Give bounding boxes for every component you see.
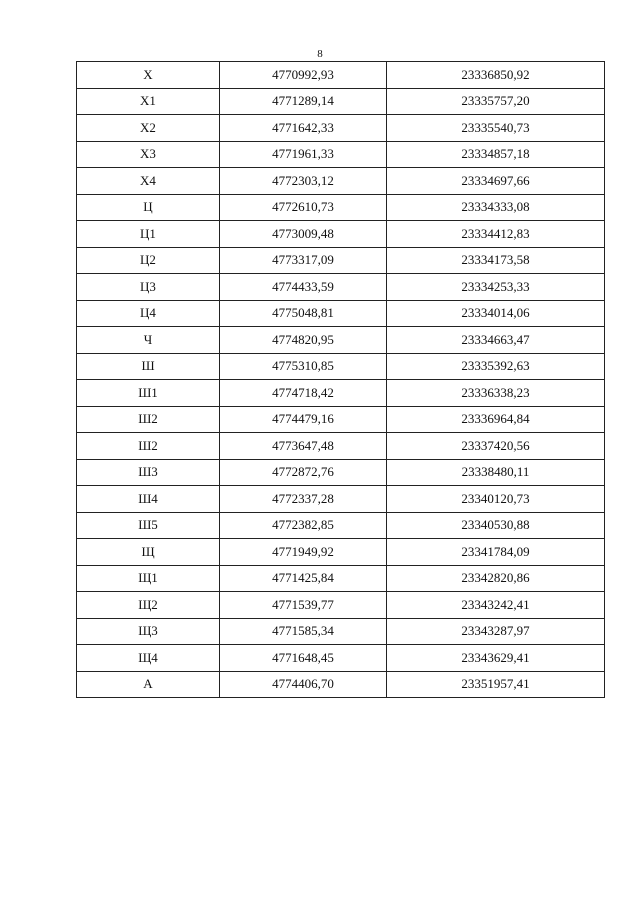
- table-row: [77, 327, 605, 354]
- table-row: [77, 618, 605, 645]
- x-coordinate-cell: 4773009,48: [220, 221, 387, 248]
- y-coordinate-cell: 23334014,06: [387, 300, 605, 327]
- y-coordinate-cell: 23343242,41: [387, 592, 605, 619]
- y-coordinate-cell: 23341784,09: [387, 539, 605, 566]
- x-coordinate-cell: 4771289,14: [220, 88, 387, 115]
- y-coordinate-cell: 23334173,58: [387, 247, 605, 274]
- y-coordinate-cell: 23343287,97: [387, 618, 605, 645]
- x-coordinate-cell: 4774479,16: [220, 406, 387, 433]
- point-label-cell: Щ2: [77, 592, 220, 619]
- x-coordinate-cell: 4774820,95: [220, 327, 387, 354]
- x-coordinate-cell: 4770992,93: [220, 62, 387, 89]
- coordinates-table-body: [77, 62, 605, 698]
- table-row: [77, 141, 605, 168]
- point-label-cell: Ш1: [77, 380, 220, 407]
- x-coordinate-cell: 4775048,81: [220, 300, 387, 327]
- table-row: [77, 274, 605, 301]
- table-row: [77, 247, 605, 274]
- y-coordinate-cell: 23335757,20: [387, 88, 605, 115]
- coordinates-table: [76, 61, 605, 698]
- y-coordinate-cell: 23334857,18: [387, 141, 605, 168]
- table-row: [77, 406, 605, 433]
- y-coordinate-cell: 23340530,88: [387, 512, 605, 539]
- y-coordinate-cell: 23336964,84: [387, 406, 605, 433]
- table-row: [77, 671, 605, 698]
- x-coordinate-cell: 4773317,09: [220, 247, 387, 274]
- point-label-cell: Ц3: [77, 274, 220, 301]
- y-coordinate-cell: 23338480,11: [387, 459, 605, 486]
- x-coordinate-cell: 4772382,85: [220, 512, 387, 539]
- table-row: [77, 592, 605, 619]
- y-coordinate-cell: 23334333,08: [387, 194, 605, 221]
- point-label-cell: Ш2: [77, 433, 220, 460]
- point-label-cell: Х2: [77, 115, 220, 142]
- y-coordinate-cell: 23342820,86: [387, 565, 605, 592]
- point-label-cell: Х3: [77, 141, 220, 168]
- y-coordinate-cell: 23343629,41: [387, 645, 605, 672]
- y-coordinate-cell: 23334697,66: [387, 168, 605, 195]
- x-coordinate-cell: 4772303,12: [220, 168, 387, 195]
- point-label-cell: Щ1: [77, 565, 220, 592]
- point-label-cell: А: [77, 671, 220, 698]
- x-coordinate-cell: 4771949,92: [220, 539, 387, 566]
- y-coordinate-cell: 23334663,47: [387, 327, 605, 354]
- x-coordinate-cell: 4771585,34: [220, 618, 387, 645]
- x-coordinate-cell: 4774433,59: [220, 274, 387, 301]
- table-row: [77, 645, 605, 672]
- point-label-cell: Ш5: [77, 512, 220, 539]
- point-label-cell: Ш4: [77, 486, 220, 513]
- x-coordinate-cell: 4771425,84: [220, 565, 387, 592]
- table-row: [77, 380, 605, 407]
- x-coordinate-cell: 4774718,42: [220, 380, 387, 407]
- point-label-cell: Ц2: [77, 247, 220, 274]
- table-row: [77, 194, 605, 221]
- x-coordinate-cell: 4773647,48: [220, 433, 387, 460]
- y-coordinate-cell: 23340120,73: [387, 486, 605, 513]
- y-coordinate-cell: 23335392,63: [387, 353, 605, 380]
- point-label-cell: Щ4: [77, 645, 220, 672]
- point-label-cell: Щ: [77, 539, 220, 566]
- table-row: [77, 512, 605, 539]
- x-coordinate-cell: 4771642,33: [220, 115, 387, 142]
- point-label-cell: Х4: [77, 168, 220, 195]
- table-row: [77, 221, 605, 248]
- page-number: 8: [317, 48, 323, 60]
- x-coordinate-cell: 4774406,70: [220, 671, 387, 698]
- point-label-cell: Ц1: [77, 221, 220, 248]
- point-label-cell: Ш2: [77, 406, 220, 433]
- y-coordinate-cell: 23351957,41: [387, 671, 605, 698]
- table-row: [77, 88, 605, 115]
- point-label-cell: Ш3: [77, 459, 220, 486]
- point-label-cell: Х1: [77, 88, 220, 115]
- point-label-cell: Ш: [77, 353, 220, 380]
- table-row: [77, 565, 605, 592]
- point-label-cell: Ц: [77, 194, 220, 221]
- table-row: [77, 353, 605, 380]
- point-label-cell: Ч: [77, 327, 220, 354]
- y-coordinate-cell: 23336338,23: [387, 380, 605, 407]
- x-coordinate-cell: 4772610,73: [220, 194, 387, 221]
- x-coordinate-cell: 4771539,77: [220, 592, 387, 619]
- point-label-cell: Щ3: [77, 618, 220, 645]
- y-coordinate-cell: 23335540,73: [387, 115, 605, 142]
- x-coordinate-cell: 4772337,28: [220, 486, 387, 513]
- y-coordinate-cell: 23337420,56: [387, 433, 605, 460]
- x-coordinate-cell: 4771961,33: [220, 141, 387, 168]
- table-row: [77, 433, 605, 460]
- table-row: [77, 62, 605, 89]
- table-row: [77, 168, 605, 195]
- point-label-cell: Ц4: [77, 300, 220, 327]
- table-row: [77, 115, 605, 142]
- table-row: [77, 486, 605, 513]
- x-coordinate-cell: 4775310,85: [220, 353, 387, 380]
- x-coordinate-cell: 4772872,76: [220, 459, 387, 486]
- table-row: [77, 300, 605, 327]
- point-label-cell: Х: [77, 62, 220, 89]
- table-row: [77, 459, 605, 486]
- y-coordinate-cell: 23334253,33: [387, 274, 605, 301]
- x-coordinate-cell: 4771648,45: [220, 645, 387, 672]
- y-coordinate-cell: 23336850,92: [387, 62, 605, 89]
- y-coordinate-cell: 23334412,83: [387, 221, 605, 248]
- table-row: [77, 539, 605, 566]
